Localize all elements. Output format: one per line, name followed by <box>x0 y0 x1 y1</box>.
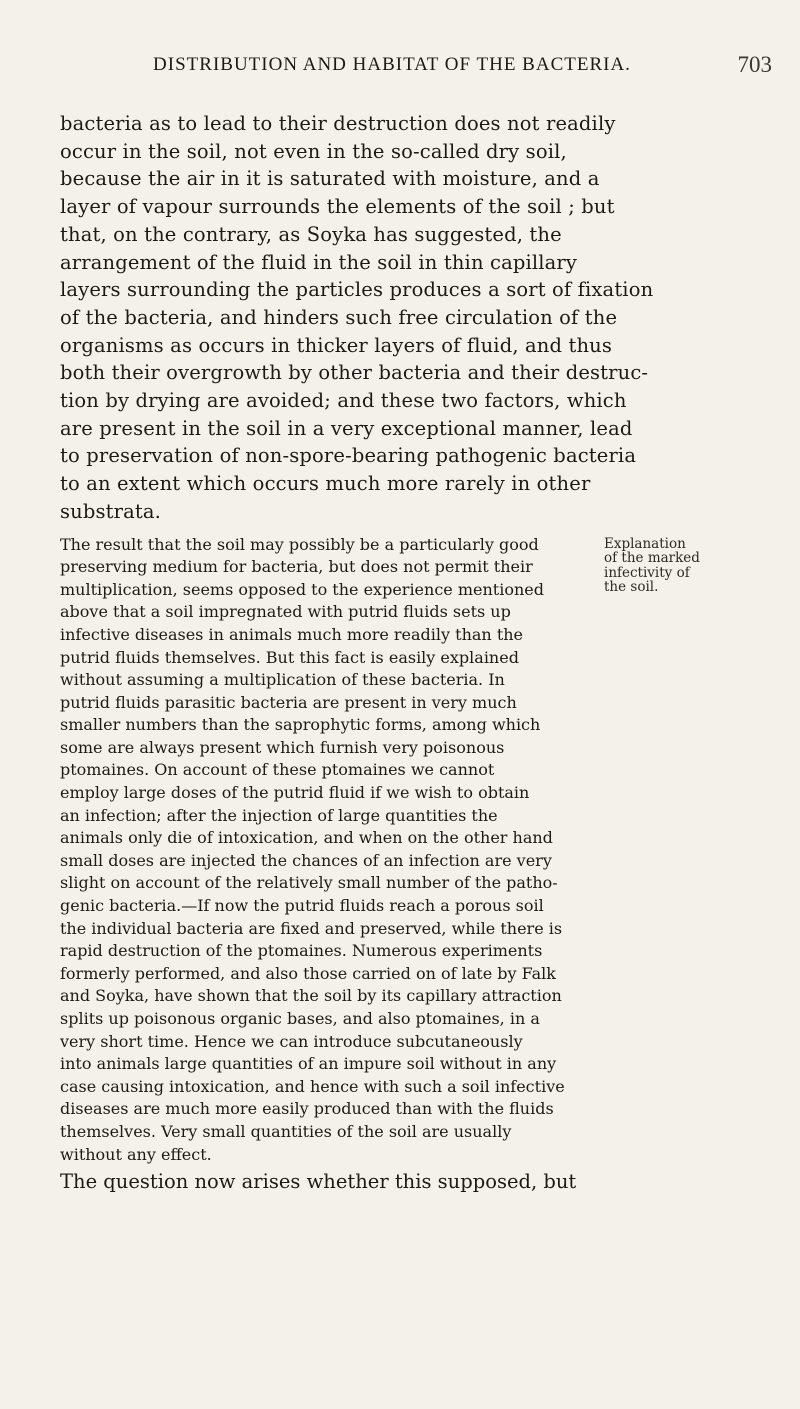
text-line: infective diseases in animals much more readily than the <box>60 624 524 644</box>
page-header <box>0 54 800 84</box>
text-line: employ large doses of the putrid fluid if we wish to obtain <box>60 783 530 803</box>
text-line: arrangement of the fluid in the soil in thin capillary <box>60 250 578 274</box>
text-line: ptomaines. On account of these ptomaines we cannot <box>60 760 495 780</box>
text-line: animals only die of intoxication, and when on the other hand <box>60 828 553 848</box>
text-line: diseases are much more easily produced than with the fluids <box>60 1099 554 1119</box>
text-line: tion by drying are avoided; and these two factors, which <box>60 389 627 413</box>
margin-note-line: of the marked <box>604 550 700 567</box>
text-line: small doses are injected the chances of an infection are very <box>60 850 552 870</box>
text-line: layers surrounding the particles produces a sort of fixation <box>60 278 654 302</box>
text-line: above that a soil impregnated with putrid fluids sets up <box>60 602 511 622</box>
text-line: putrid fluids themselves. But this fact is easily explained <box>60 647 519 667</box>
text-line: some are always present which furnish very poisonous <box>60 737 505 757</box>
text-line: The result that the soil may possibly be a particularly good <box>60 534 539 554</box>
text-line: without assuming a multiplication of these bacteria. In <box>60 670 505 690</box>
text-line: are present in the soil in a very exceptional manner, lead <box>60 416 633 440</box>
text-line: that, on the contrary, as Soyka has suggested, the <box>60 222 562 246</box>
text-line: and Soyka, have shown that the soil by its capillary attraction <box>60 986 562 1006</box>
text-line: the individual bacteria are fixed and preserved, while there is <box>60 918 563 938</box>
text-line: preserving medium for bacteria, but does not permit their <box>60 557 533 577</box>
paragraph-2 <box>60 534 725 1167</box>
closing-line: The question now arises whether this supposed, but <box>60 1170 577 1194</box>
page-number: 703 <box>737 52 772 77</box>
body-text <box>60 110 725 1195</box>
text-line: both their overgrowth by other bacteria and their destruc- <box>60 361 649 385</box>
text-line: of the bacteria, and hinders such free circulation of the <box>60 305 618 329</box>
margin-note <box>604 537 800 595</box>
margin-note-line: Explanation <box>604 535 686 552</box>
text-line: occur in the soil, not even in the so-called dry soil, <box>60 139 567 163</box>
text-line: splits up poisonous organic bases, and also ptomaines, in a <box>60 1009 540 1029</box>
margin-note-line: the soil. <box>604 579 659 596</box>
text-line: putrid fluids parasitic bacteria are present in very much <box>60 692 517 712</box>
text-line: case causing intoxication, and hence with such a soil infective <box>60 1076 565 1096</box>
small-print-section <box>60 534 725 1167</box>
text-line: layer of vapour surrounds the elements of the soil ; but <box>60 195 615 219</box>
text-line: formerly performed, and also those carried on of late by Falk <box>60 963 556 983</box>
text-line: multiplication, seems opposed to the experience mentioned <box>60 579 544 599</box>
text-line: an infection; after the injection of large quantities the <box>60 805 498 825</box>
text-line: very short time. Hence we can introduce subcutaneously <box>60 1031 523 1051</box>
text-line: without any effect. <box>60 1144 212 1164</box>
text-line: bacteria as to lead to their destruction does not readily <box>60 112 616 135</box>
text-line: genic bacteria.—If now the putrid fluids reach a porous soil <box>60 896 544 916</box>
text-line: to preservation of non-spore-bearing pathogenic bacteria <box>60 444 637 468</box>
text-line: rapid destruction of the ptomaines. Numerous experiments <box>60 941 543 961</box>
paragraph-1 <box>60 110 725 526</box>
margin-note-line: infectivity of <box>604 564 690 581</box>
text-line: to an extent which occurs much more rarely in other <box>60 472 591 496</box>
text-line: substrata. <box>60 499 161 523</box>
text-line: because the air in it is saturated with moisture, and a <box>60 167 600 191</box>
running-head: DISTRIBUTION AND HABITAT OF THE BACTERIA. <box>153 54 631 75</box>
text-line: themselves. Very small quantities of the soil are usually <box>60 1121 512 1141</box>
text-line: organisms as occurs in thicker layers of fluid, and thus <box>60 333 613 357</box>
text-line: smaller numbers than the saprophytic forms, among which <box>60 715 541 735</box>
text-line: slight on account of the relatively small number of the patho- <box>60 873 558 893</box>
text-line: into animals large quantities of an impure soil without in any <box>60 1054 557 1074</box>
